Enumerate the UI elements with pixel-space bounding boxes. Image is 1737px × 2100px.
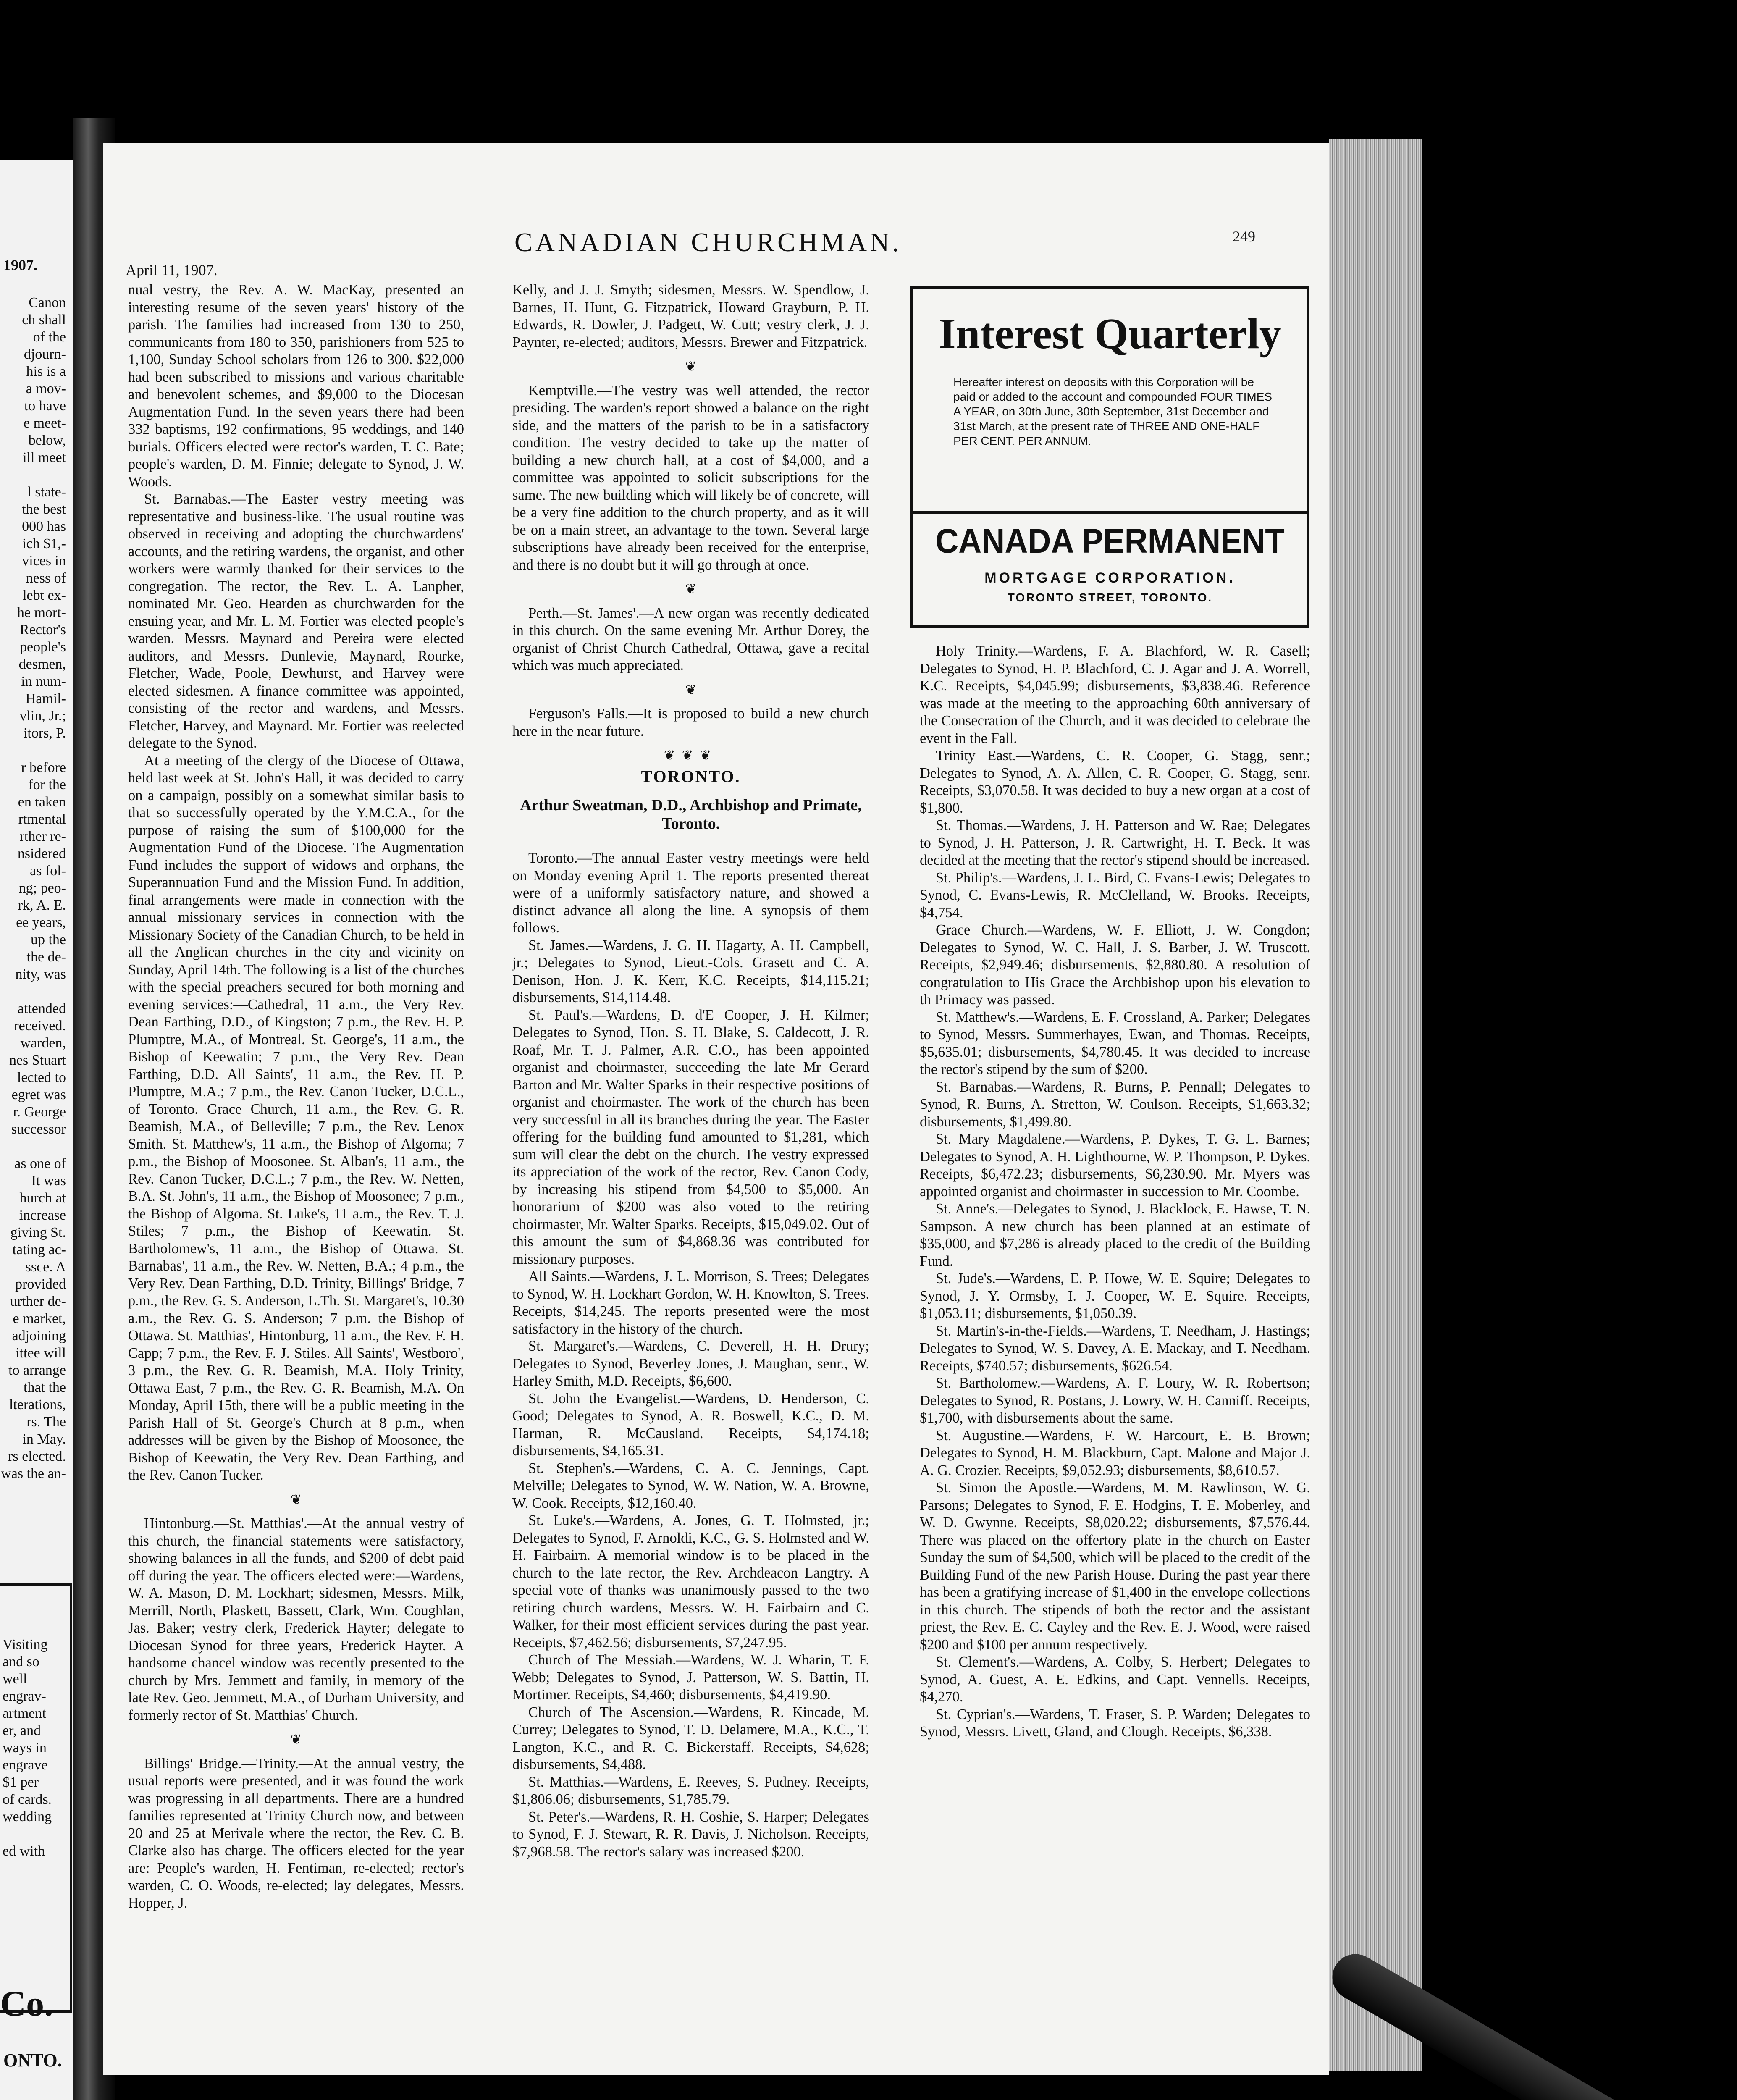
left-page-ad-line: engrave bbox=[3, 1757, 48, 1773]
article-paragraph: St. Mary Magdalene.—Wardens, P. Dykes, T. G. L. Barnes; Delegates to Synod, A. H. Lighthourne, W. P. Thompson, P. Dykes. Receipts, $6,472.23; disbursements, $6,230.90. Mr. Myers was appointed organist and choirmaster in succession to Mr. Coombe. bbox=[920, 1131, 1310, 1200]
article-paragraph: St. Luke's.—Wardens, A. Jones, G. T. Holmsted, jr.; Delegates to Synod, F. Arnoldi, K.C., G. S. Holmsted and W. H. Fairbairn. A memorial window is to be placed in the church to the late rector, the Rev. Archdeacon Langtry. A special vote of thanks was unanimously passed to the two retiring church wardens, Messrs. W. H. Fairbairn and C. Walker, for their most efficient services during the past year. Receipts, $7,462.56; disbursements, $7,247.95. bbox=[512, 1512, 869, 1651]
article-paragraph: St. Matthew's.—Wardens, E. F. Crossland, A. Parker; Delegates to Synod, Messrs. Summerhayes, Ewan, and Thomas. Receipts, $5,635.01; disbursements, $4,780.45. It was decided to increase the rector's stipend by the sum of $200. bbox=[920, 1009, 1310, 1077]
left-page-line: ng; peo- bbox=[18, 880, 66, 896]
left-page-line: as one of bbox=[14, 1156, 66, 1171]
article-paragraph: St. Thomas.—Wardens, J. H. Patterson and W. Rae; Delegates to Synod, J. H. Patterson, J. R. Cartwright, H. T. Beck. It was decided at the meeting that the rector's stipend should be increased. bbox=[920, 817, 1310, 868]
article-paragraph: Holy Trinity.—Wardens, F. A. Blachford, W. R. Casell; Delegates to Synod, H. P. Blachford, C. J. Agar and J. A. Worrell, K.C. Receipts, $4,045.99; disbursements, $3,838.46. Reference was made at the meeting to the approaching 60th anniversary of the Consecration of the Church, and it was decided to celebrate the event in the Fall. bbox=[920, 643, 1310, 746]
newspaper-page bbox=[103, 143, 1329, 2075]
left-page-line: increase bbox=[19, 1208, 66, 1223]
left-page-line: djourn- bbox=[24, 346, 66, 362]
left-page-line: ill meet bbox=[23, 450, 66, 465]
left-page-line: desmen, bbox=[18, 656, 66, 672]
left-page-line: l state- bbox=[27, 484, 66, 500]
left-page-line: en taken bbox=[18, 794, 66, 810]
page-edges bbox=[1329, 139, 1422, 2071]
left-page-folio: 1907. bbox=[3, 257, 37, 273]
left-page-line: that the bbox=[23, 1380, 66, 1395]
left-page-line: ich $1,- bbox=[22, 536, 66, 551]
left-page-line: ch shall bbox=[22, 312, 66, 328]
article-paragraph: St. Clement's.—Wardens, A. Colby, S. Herbert; Delegates to Synod, A. Guest, A. E. Edkins, and Capt. Vennells. Receipts, $4,270. bbox=[920, 1654, 1310, 1705]
article-paragraph: St. Margaret's.—Wardens, C. Deverell, H. H. Drury; Delegates to Synod, Beverley Jones, J. Maughan, senr., W. Harley Smith, M.D. Receipts, $6,600. bbox=[512, 1338, 869, 1389]
article-paragraph: Kemptville.—The vestry was well attended, the rector presiding. The warden's report showed a balance on the right side, and the matters of the parish to be in a satisfactory condition. The vestry decided to take up the matter of building a new church hall, at a cost of $4,000, and a committee was appointed to solicit subscriptions for the same. The new building which will likely be of concrete, will be a very fine addition to the church property, and as it will be on a main street, an advantage to the town. Several large subscriptions have already been received for the enterprise, and there is no doubt but it will go through at once. bbox=[512, 382, 869, 573]
article-paragraph: St. Stephen's.—Wardens, C. A. C. Jennings, Capt. Melville; Delegates to Synod, W. W. Nation, W. A. Browne, W. Cook. Receipts, $12,160.40. bbox=[512, 1460, 869, 1511]
left-page-line: ittee will bbox=[16, 1345, 66, 1361]
article-paragraph: Toronto.—The annual Easter vestry meetings were held on Monday evening April 1. The reports presented thereat were of a uniformly satisfactory nature, and showed a distinct advance all along the line. A synopsis of them follows. bbox=[512, 850, 869, 936]
left-page-line: egret was bbox=[11, 1087, 66, 1102]
ornament-triple: ❦❦❦ bbox=[664, 748, 718, 763]
left-page-line: up the bbox=[30, 932, 66, 948]
ad-address: TORONTO STREET, TORONTO. bbox=[1007, 591, 1213, 604]
left-page-line: for the bbox=[28, 777, 66, 793]
left-page-ad-line: well bbox=[3, 1671, 27, 1687]
left-page-line: the best bbox=[22, 501, 66, 517]
left-page-line: e market, bbox=[13, 1311, 66, 1326]
left-page-line: nes Stuart bbox=[9, 1053, 66, 1068]
ad-divider bbox=[913, 511, 1307, 514]
left-page-line: attended bbox=[17, 1001, 66, 1016]
ad-body: Hereafter interest on deposits with this Corporation will be paid or added to the account and compounded FOUR TIMES A YEAR, on 30th June, 30th September, 31st December and 31st March, at the present rate of THREE AND ONE-HALF PER CENT. PER ANNUM. bbox=[953, 375, 1273, 447]
article-paragraph: St. Matthias.—Wardens, E. Reeves, S. Pudney. Receipts, $1,806.06; disbursements, $1,785.79. bbox=[512, 1774, 869, 1807]
section-subheading: Arthur Sweatman, D.D., Archbishop and Primate, Toronto. bbox=[520, 796, 862, 832]
article-paragraph: St. John the Evangelist.—Wardens, D. Henderson, C. Good; Delegates to Synod, A. R. Boswell, K.C., D. M. Harman, R. McCausland. Receipts, $4,174.18; disbursements, $4,165.31. bbox=[512, 1390, 869, 1459]
article-paragraph: St. Peter's.—Wardens, R. H. Coshie, S. Harper; Delegates to Synod, F. J. Stewart, R. R. Davis, J. Nicholson. Receipts, $7,968.58. The rector's salary was increased $200. bbox=[512, 1809, 869, 1860]
left-page-line: of the bbox=[33, 329, 66, 345]
left-page-ad-line: and so bbox=[3, 1654, 39, 1670]
article-paragraph: St. James.—Wardens, J. G. H. Hagarty, A. H. Campbell, jr.; Delegates to Synod, Lieut.-Cols. Grasett and C. A. Denison, Hon. J. K. Kerr, K.C. Receipts, $14,115.21; disbursements, $14,114.48. bbox=[512, 937, 869, 1005]
left-page-line: itors, P. bbox=[23, 725, 66, 741]
article-paragraph: Perth.—St. James'.—A new organ was recently dedicated in this church. On the same evening Mr. Arthur Dorey, the organist of Christ Church Cathedral, Ottawa, gave a recital which was much appreciated. bbox=[512, 605, 869, 673]
ornament: ❦ bbox=[685, 682, 697, 697]
left-page-line: e meet- bbox=[24, 415, 66, 431]
article-paragraph: St. Paul's.—Wardens, D. d'E Cooper, J. H. Kilmer; Delegates to Synod, Hon. S. H. Blake, S. Caldecott, J. R. Roaf, Mr. T. J. Palmer, A.R. C.O., has been appointed organist and choirmaster, succeeding the late Mr Gerard Barton and Mr. Walter Sparks in their respective positions of organist and choirmaster. The work of the church has been very successful in all its branches during the year. The Easter offering for the building fund amounted to $1,281, which sum will clear the debt on the church. The vestry expressed its appreciation of the work of the rector, Rev. Canon Cody, by increasing his stipend from $4,500 to $5,000. An honorarium of $200 was also voted to the retiring choirmaster, Mr. Walter Sparks. Receipts, $15,049.02. Out of this amount the sum of $4,868.36 was contributed for missionary purposes. bbox=[512, 1007, 869, 1267]
ornament: ❦ bbox=[685, 581, 697, 596]
left-page-line: lebt ex- bbox=[23, 588, 66, 603]
article-paragraph: Ferguson's Falls.—It is proposed to build a new church here in the near future. bbox=[512, 706, 869, 739]
article-paragraph: Church of The Messiah.—Wardens, W. J. Wharin, T. F. Webb; Delegates to Synod, J. Patterson, W. S. Battin, H. Mortimer. Receipts, $4,460; disbursements, $4,419.90. bbox=[512, 1652, 869, 1703]
left-page-line: warden, bbox=[20, 1035, 66, 1051]
left-page-ad-line: artment bbox=[3, 1706, 46, 1721]
ornament: ❦ bbox=[290, 1491, 302, 1507]
left-page-line: in May. bbox=[22, 1431, 66, 1447]
ornament: ❦ bbox=[685, 359, 697, 374]
ornament: ❦ bbox=[290, 1732, 302, 1747]
ad-headline: Interest Quarterly bbox=[939, 310, 1281, 358]
article-paragraph: St. Anne's.—Delegates to Synod, J. Blacklock, E. Hawse, T. N. Sampson. A new church has been planned at an estimate of $35,000, and $7,286 is already placed to the credit of the Building Fund. bbox=[920, 1201, 1310, 1269]
left-page-line: vlin, Jr.; bbox=[19, 708, 66, 724]
left-page-line: rk, A. E. bbox=[18, 898, 66, 913]
left-page-line: the de- bbox=[26, 949, 66, 965]
article-paragraph: Hintonburg.—St. Matthias'.—At the annual vestry of this church, the financial statements were satisfactory, showing balances in all the funds, and $200 of debt paid off during the year. The officers elected were:—Wardens, W. A. Mason, D. M. Lockhart; sidesmen, Messrs. Milk, Merrill, North, Plaskett, Bassett, Clark, Wm. Coughlan, Jas. Baker; vestry clerk, Frederick Hayter; delegate to Diocesan Synod for three years, Frederick Hayter. A handsome chancel window was recently presented to the church by Mrs. Jemmett and family, in memory of the late Rev. Geo. Jemmett, M.A., of Durham University, and formerly rector of St. Matthias' Church. bbox=[128, 1515, 464, 1723]
left-page-line: people's bbox=[20, 639, 66, 655]
left-page-ad-line: er, and bbox=[3, 1723, 41, 1738]
article-paragraph: St. Simon the Apostle.—Wardens, M. M. Rawlinson, W. G. Parsons; Delegates to Synod, F. E. Hodgins, T. E. Moberley, and W. D. Gwynne. Receipts, $8,020.22; disbursements, $7,576.44. There was placed on the offertory plate in the church on Easter Sunday the sum of $4,500, which will be placed to the credit of the Building Fund of the new Parish House. During the past year there has been a gratifying increase of $1,400 in the envelope collections in this church. The stipends of both the rector and the assistant priest, the Rev. E. C. Cayley and the Rev. E. J. Wood, were raised $200 and $100 per annum respectively. bbox=[920, 1480, 1310, 1653]
article-paragraph: St. Jude's.—Wardens, E. P. Howe, W. E. Squire; Delegates to Synod, J. Y. Ormsby, I. J. Cooper, W. E. Squire. Receipts, $1,053.11; disbursements, $1,050.39. bbox=[920, 1270, 1310, 1321]
left-page-line: vices in bbox=[22, 553, 66, 569]
left-page-fragment bbox=[0, 160, 73, 2100]
advertisement-box bbox=[910, 286, 1309, 628]
left-page-ad-line: $1 per bbox=[3, 1774, 39, 1790]
left-page-ad-line: Visiting bbox=[3, 1637, 48, 1652]
left-page-line: 000 has bbox=[22, 519, 66, 534]
column-1 bbox=[128, 281, 464, 1912]
left-page-line: ee years, bbox=[16, 915, 66, 930]
article-paragraph: Grace Church.—Wardens, W. F. Elliott, J. W. Congdon; Delegates to Synod, W. C. Hall, J. S. Barber, J. W. Truscott. Receipts, $2,949.46; disbursements, $2,880.80. A resolution of congratulation to His Grace the Archbishop upon his elevation to th Primacy was passed. bbox=[920, 922, 1310, 1008]
left-page-line: Rector's bbox=[20, 622, 66, 638]
left-page-line: ssce. A bbox=[25, 1259, 66, 1275]
article-paragraph: All Saints.—Wardens, J. L. Morrison, S. Trees; Delegates to Synod, W. H. Lockhart Gordon, W. H. Knowlton, S. Trees. Receipts, $14,245. The reports presented were the most satisfactory in the history of the church. bbox=[512, 1268, 869, 1337]
page-number: 249 bbox=[1233, 228, 1255, 245]
article-paragraph: St. Philip's.—Wardens, J. L. Bird, C. Evans-Lewis; Delegates to Synod, C. Evans-Lewis, R. McClelland, W. Brooks. Receipts, $4,754. bbox=[920, 869, 1310, 921]
left-page-line: received. bbox=[14, 1018, 66, 1034]
article-paragraph: St. Barnabas.—The Easter vestry meeting was representative and business-like. The usual routine was observed in receiving and adopting the churchwardens' accounts, and the retiring wardens, the organist, and other workers were warmly thanked for their services to the congregation. The rector, the Rev. L. A. Lanpher, nominated Mr. Geo. Hearden as churchwarden for the ensuing year, and Mr. L. M. Fortier was elected people's warden. Messrs. Maynard and Pereira were elected auditors, and Messrs. Dunlevie, Maynard, Rourke, Fletcher, Wade, Poole, Dewhurst, and Harvey were elected sidesmen. A finance committee was appointed, consisting of the rector and wardens, and Messrs. Fletcher, Harvey, and Maynard. Mr. Fortier was reelected delegate to the Synod. bbox=[128, 491, 464, 751]
left-page-ad-line: engrav- bbox=[3, 1688, 46, 1704]
left-page-line: r before bbox=[21, 760, 66, 775]
column-3 bbox=[920, 643, 1310, 1741]
left-page-line: giving St. bbox=[10, 1225, 66, 1240]
left-page-ad-line: ed with bbox=[3, 1843, 45, 1859]
left-page-line: tating ac- bbox=[12, 1242, 66, 1257]
left-page-line: as fol- bbox=[30, 863, 66, 879]
left-page-onto: ONTO. bbox=[3, 2050, 62, 2071]
left-page-line: r. George bbox=[13, 1104, 66, 1120]
left-page-co: Co. bbox=[0, 1983, 53, 2024]
left-page-line: a mov- bbox=[26, 381, 66, 396]
left-page-ad-line: ways in bbox=[3, 1740, 47, 1756]
left-page-line: below, bbox=[28, 433, 66, 448]
article-paragraph: St. Barnabas.—Wardens, R. Burns, P. Pennall; Delegates to Synod, R. Burns, A. Stretton, W. Coulson. Receipts, $1,663.32; disbursements, $1,499.80. bbox=[920, 1079, 1310, 1130]
article-paragraph: At a meeting of the clergy of the Diocese of Ottawa, held last week at St. John's Hall, it was decided to carry on a campaign, possibly on a somewhat similar basis to that so successfully operated by the Y.M.C.A., for the purpose of raising the sum of $100,000 for the Augmentation Fund of the Diocese. The Augmentation Fund includes the support of widows and orphans, the Superannuation Fund and the Mission Fund. In addition, final arrangements were made in connection with the annual missionary services in connection with the Missionary Society of the Canadian Church, to be held in all the Anglican churches in the city and vicinity on Sunday, April 14th. The following is a list of the churches with the special preachers secured for both morning and evening services:—Cathedral, 11 a.m., the Very Rev. Dean Farthing, D.D., of Kingston; 7 p.m., the Rev. H. P. Plumptre, M.A., of Montreal. St. George's, 11 a.m., the Bishop of Keewatin; 7 p.m., the Very Rev. Dean Farthing, D.D. All Saints', 11 a.m., the Rev. H. P. Plumptre, M.A.; 7 p.m., the Rev. Canon Tucker, D.C.L., of Toronto. Grace Church, 11 a.m., the Rev. G. R. Beamish, M.A., of Belleville; 7 p.m., the Rev. Lenox Smith. St. Matthew's, 11 a.m., the Bishop of Algoma; 7 p.m., the Bishop of Moosonee. St. Alban's, 11 a.m., the Rev. Canon Tucker, D.C.L.; 7 p.m., the Rev. W. Netten, B.A. St. John's, 11 a.m., the Bishop of Moosonee; 7 p.m., the Bishop of Algoma. St. Luke's, 11 a.m., the Rev. T. J. Stiles; 7 p.m., the Bishop of Keewatin. St. Bartholomew's, 11 a.m., the Bishop of Ottawa. St. Barnabas', 11 a.m., the Rev. W. Netten, B.A.; 4 p.m., the Very Rev. Dean Farthing, D.D. Trinity, Billings' Bridge, 7 p.m., the Rev. G. S. Anderson, L.Th. St. Margaret's, 10.30 a.m., the Rev. G. S. Anderson; 7 p.m. the Bishop of Ottawa. St. Matthias', Hintonburg, 11 a.m., the Rev. F. H. Capp; 7 p.m., the Rev. F. J. Stiles. All Saints', Westboro', 3 p.m., the Rev. G. R. Beamish, M.A. Holy Trinity, Ottawa East, 7 p.m., the Rev. G. R. Beamish, M.A. On Monday, April 15th, there will be a public meeting in the Parish Hall of St. George's Church at 8 p.m., when addresses will be given by the Bishop of Moosonee, the Bishop of Keewatin, the Very Rev. Dean Farthing, and the Rev. Canon Tucker. bbox=[128, 752, 464, 1483]
left-page-line: rther re- bbox=[19, 829, 66, 844]
left-page-line: in num- bbox=[21, 674, 66, 689]
left-page-line: adjoining bbox=[12, 1328, 66, 1344]
article-paragraph: St. Augustine.—Wardens, F. W. Harcourt, E. B. Brown; Delegates to Synod, H. M. Blackburn, Capt. Malone and Major J. A. G. Crozier. Receipts, $9,052.93; disbursements, $8,610.57. bbox=[920, 1427, 1310, 1478]
left-page-line: provided bbox=[15, 1276, 66, 1292]
left-page-line: to have bbox=[24, 398, 66, 414]
article-paragraph: St. Martin's-in-the-Fields.—Wardens, T. Needham, J. Hastings; Delegates to Synod, W. S. Davey, A. E. Mackay, and T. Needham. Receipts, $740.57; disbursements, $626.54. bbox=[920, 1323, 1310, 1374]
left-page-line: ness of bbox=[26, 570, 66, 586]
header-date: April 11, 1907. bbox=[126, 262, 218, 278]
left-page-line: urther de- bbox=[10, 1294, 66, 1309]
ad-company-name: CANADA PERMANENT bbox=[935, 522, 1285, 560]
left-page-line: lterations, bbox=[9, 1397, 66, 1412]
left-page-line: rs. The bbox=[26, 1414, 66, 1430]
article-paragraph: St. Bartholomew.—Wardens, A. F. Loury, W. R. Robertson; Delegates to Synod, R. Postans, J. Lowry, W. H. Canniff. Receipts, $1,700, with disbursements about the same. bbox=[920, 1375, 1310, 1426]
left-page-line: nsidered bbox=[17, 846, 66, 861]
left-page-line: rtmental bbox=[18, 811, 66, 827]
left-page-line: rs elected. bbox=[8, 1449, 66, 1464]
left-page-line: to arrange bbox=[8, 1362, 66, 1378]
article-paragraph: St. Cyprian's.—Wardens, T. Fraser, S. P. Warden; Delegates to Synod, Messrs. Livett, Gland, and Clough. Receipts, $6,338. bbox=[920, 1706, 1310, 1740]
left-page-line: nity, was bbox=[15, 966, 66, 982]
article-paragraph: nual vestry, the Rev. A. W. MacKay, presented an interesting resume of the seven years' history of the parish. The families had increased from 130 to 250, communicants from 180 to 350, parishioners from 525 to 1,100, Sunday School scholars from 126 to 300. $22,000 had been subscribed to missions and various charitable and benevolent schemes, and $9,000 to the Diocesan Augmentation Fund. In the seven years there had been 332 baptisms, 192 confirmations, 95 weddings, and 140 burials. Officers elected were rector's warden, T. C. Bate; people's warden, D. M. Finnie; delegate to Synod, J. W. Woods. bbox=[128, 282, 464, 490]
masthead-title: CANADIAN CHURCHMAN. bbox=[514, 227, 902, 257]
left-page-line: Hamil- bbox=[25, 691, 66, 706]
article-paragraph: Kelly, and J. J. Smyth; sidesmen, Messrs. W. Spendlow, J. Barnes, H. Hunt, G. Fitzpatrick, Howard Grayburn, P. H. Edwards, R. Dowler, J. Padgett, W. Cutt; vestry clerk, J. J. Paynter, re-elected; auditors, Messrs. Brewer and Fitzpatrick. bbox=[512, 282, 869, 350]
ad-company-sub: MORTGAGE CORPORATION. bbox=[984, 570, 1236, 586]
left-page-line: was the an- bbox=[1, 1466, 66, 1481]
article-paragraph: Billings' Bridge.—Trinity.—At the annual vestry, the usual reports were presented, and it was found the work was progressing in all departments. There are a hundred families represented at Trinity Church now, and between 20 and 25 at Merivale where the rector, the Rev. C. B. Clarke also has charge. The officers elected for the year are: People's warden, H. Fentiman, re-elected; rector's warden, C. O. Woods, re-elected; lay delegates, Messrs. Hopper, J. bbox=[128, 1755, 464, 1911]
left-page-line: It was bbox=[31, 1173, 66, 1189]
left-page-line: he mort- bbox=[17, 605, 66, 620]
left-page-line: successor bbox=[11, 1121, 66, 1137]
left-page-line: Canon bbox=[29, 295, 66, 310]
left-page-ad-line: wedding bbox=[3, 1809, 52, 1824]
left-page-line: lected to bbox=[17, 1070, 66, 1085]
column-2 bbox=[512, 281, 869, 1861]
left-page-line: his is a bbox=[26, 364, 66, 379]
left-page-ad-line: of cards. bbox=[3, 1792, 52, 1807]
left-page-line: hurch at bbox=[19, 1190, 66, 1206]
article-paragraph: Church of The Ascension.—Wardens, R. Kincade, M. Currey; Delegates to Synod, T. D. Delamere, M.A., K.C., T. Langton, K.C., and R. C. Bickerstaff. Receipts, $4,628; disbursements, $4,488. bbox=[512, 1704, 869, 1772]
article-paragraph: Trinity East.—Wardens, C. R. Cooper, G. Stagg, senr.; Delegates to Synod, A. A. Allen, C. R. Cooper, G. Stagg, senr. Receipts, $3,070.58. It was decided to buy a new organ at a cost of $1,800. bbox=[920, 748, 1310, 816]
section-heading-toronto: TORONTO. bbox=[641, 766, 741, 786]
